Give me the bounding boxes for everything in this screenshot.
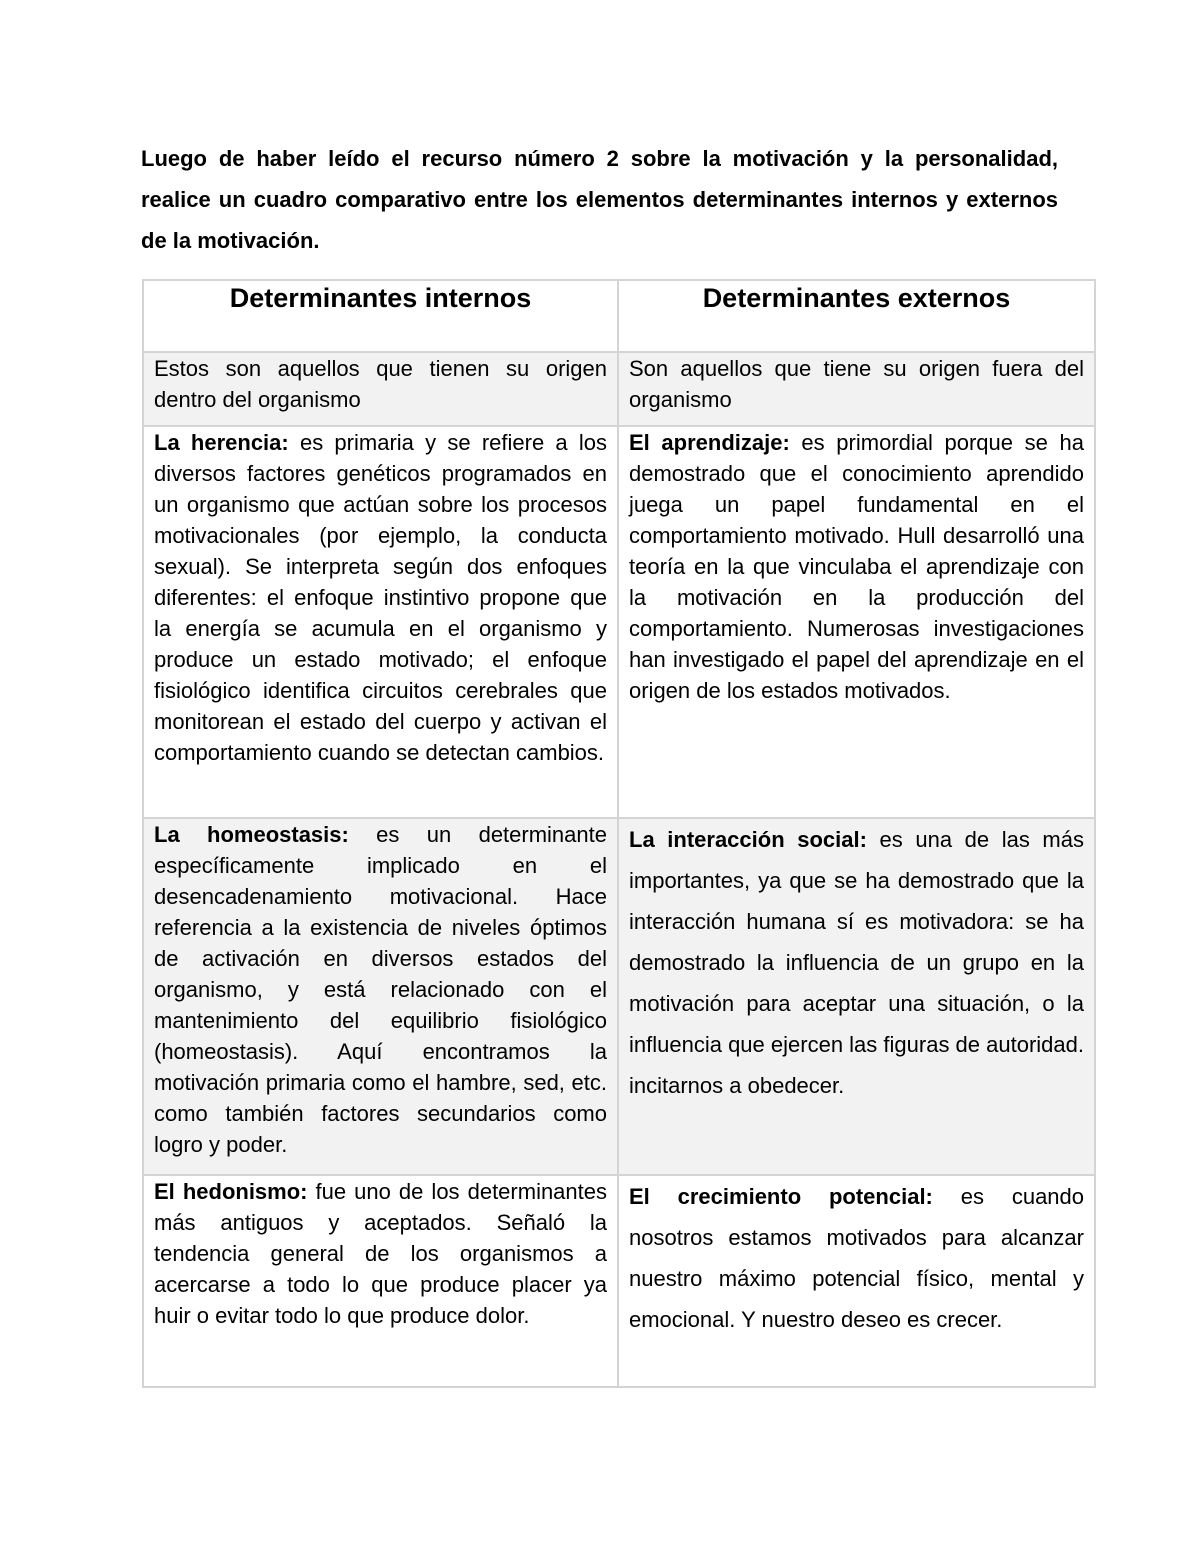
internal-cell [143,1175,618,1387]
header-internal [143,280,618,352]
header-external [618,280,1095,352]
internal-cell [143,426,618,818]
external-cell [618,818,1095,1175]
table-row [143,1175,1095,1387]
external-cell [618,426,1095,818]
term-label: El crecimiento potencial: [629,1184,933,1209]
cell-text: es un determinante específicamente implicado en el desencadenamiento motivacional. Hace referencia a la existencia de niveles óptimos de activación en diversos estados del organismo, y está relacionado con el mantenimiento del equilibrio fisiológico (homeostasis). Aquí encontramos la motivación primaria como el hambre, sed, etc. como también factores secundarios como logro y poder. [154,822,607,1157]
internal-cell [143,818,618,1175]
definition-internal: Estos son aquellos que tienen su origen dentro del organismo [154,356,607,412]
cell-text: es primaria y se refiere a los diversos factores genéticos programados en un organismo que actúan sobre los procesos motivacionales (por ejemplo, la conducta sexual). Se interpreta según dos enfoques diferentes: el enfoque instintivo propone que la energía se acumula en el organismo y produce un estado motivado; el enfoque fisiológico identifica circuitos cerebrales que monitorean el estado del cuerpo y activan el comportamiento cuando se detectan cambios. [154,430,608,765]
table-row-definitions [143,352,1095,426]
definition-external-cell [618,352,1095,426]
term-label: El aprendizaje: [629,430,790,455]
cell-text: es cuando nosotros estamos motivados para alcanzar nuestro máximo potencial físico, mental y emocional. Y nuestro deseo es crecer. [629,1184,1085,1332]
cell-text: es primordial porque se ha demostrado que el conocimiento aprendido juega un papel fundamental en el comportamiento motivado. Hull desarrolló una teoría en la que vinculaba el aprendizaje con la motivación en la producción del comportamiento. Numerosas investigaciones han investigado el papel del aprendizaje en el origen de los estados motivados. [629,430,1084,703]
table-row [143,818,1095,1175]
comparison-table [142,279,1096,1388]
term-label: La interacción social: [629,827,867,852]
term-label: El hedonismo: [154,1179,308,1204]
term-label: La herencia: [154,430,289,455]
definition-internal-cell [143,352,618,426]
header-internal-label: Determinantes internos [229,283,532,313]
cell-text: fue uno de los determinantes más antiguos y aceptados. Señaló la tendencia general de los organismos a acercarse a todo lo que produce placer ya huir o evitar todo lo que produce dolor. [154,1179,608,1328]
intro-paragraph: Luego de haber leído el recurso número 2 sobre la motivación y la personalidad, realice un cuadro comparativo entre los elementos determinantes internos y externos de la motivación. [141,146,1058,253]
table-row [143,426,1095,818]
definition-external: Son aquellos que tiene su origen fuera del organismo [629,356,1084,412]
table-header-row [143,280,1095,352]
term-label: La homeostasis: [154,822,349,847]
cell-text: es una de las más importantes, ya que se ha demostrado que la interacción humana sí es motivadora: se ha demostrado la influencia de un grupo en la motivación para aceptar una situación, o la influencia que ejercen las figuras de autoridad. incitarnos a obedecer. [629,827,1084,1098]
header-external-label: Determinantes externos [702,283,1011,313]
external-cell [618,1175,1095,1387]
